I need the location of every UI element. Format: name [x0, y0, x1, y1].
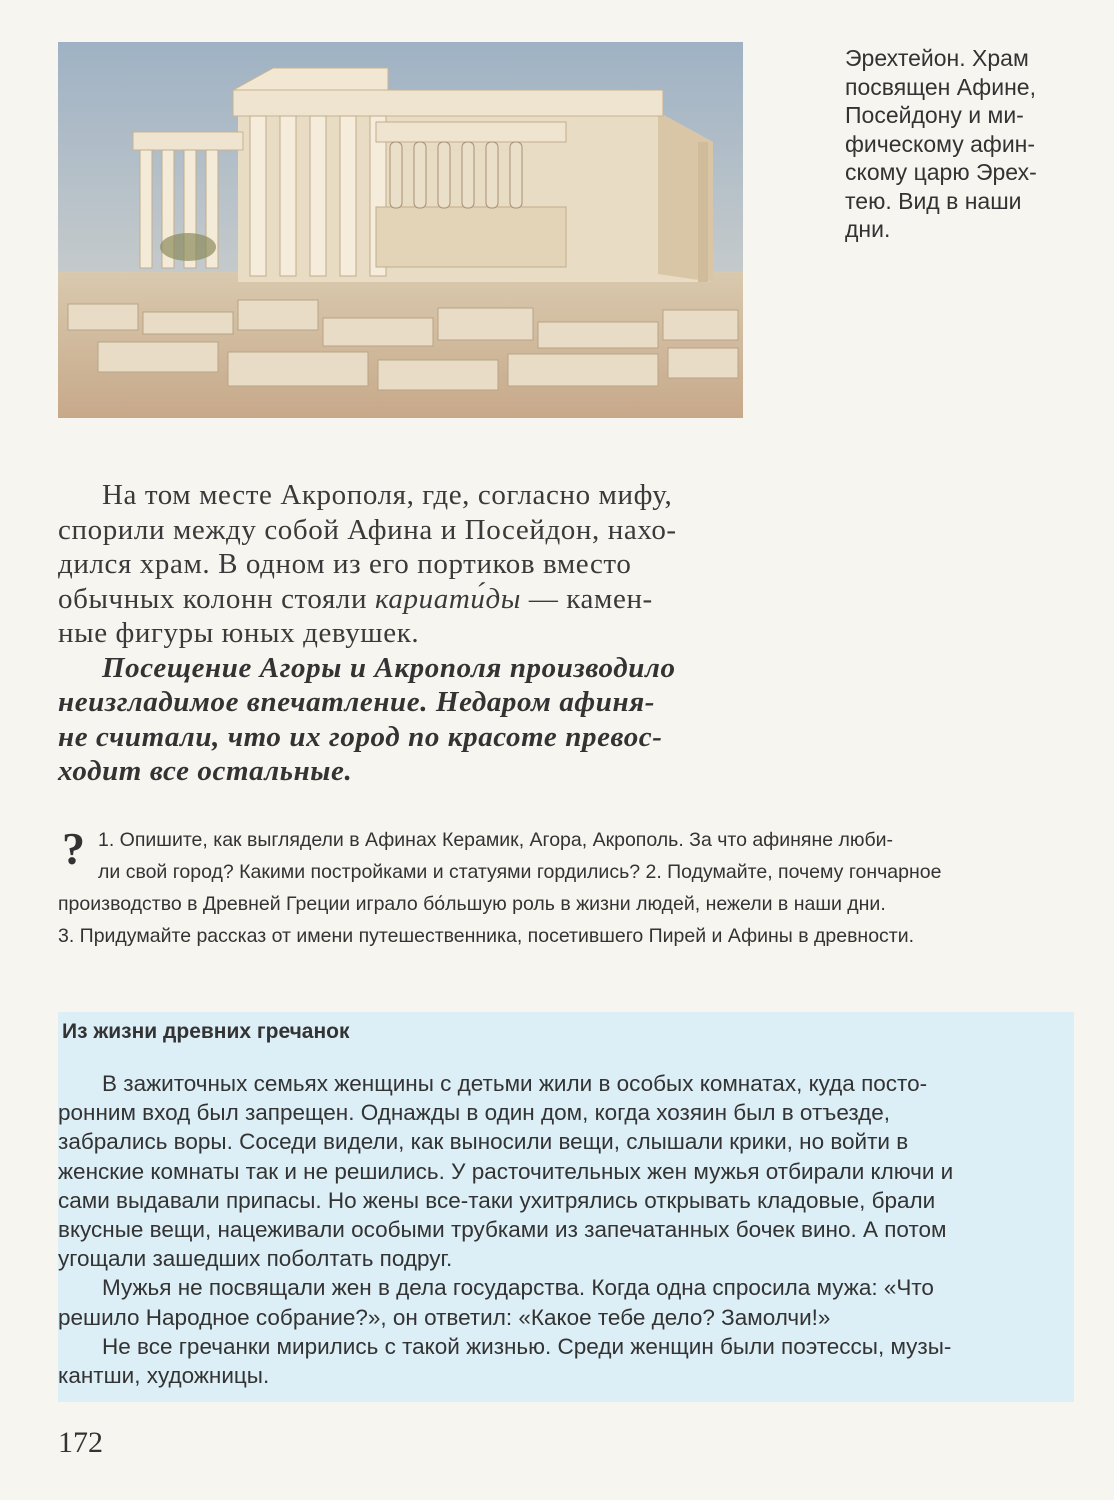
main-line: дился храм. В одном из его портиков вместо — [58, 548, 632, 580]
box-line: Мужья не посвящали жен в дела государства. Когда одна спросила мужа: «Что — [102, 1275, 934, 1301]
emphasis-line: неизгладимое впечатление. Недаром афиня- — [58, 686, 656, 718]
review-questions — [58, 824, 1078, 952]
box-line: кантши, художницы. — [58, 1363, 270, 1389]
erechtheion-illustration — [58, 42, 743, 418]
box-line: Не все гречанки мирились с такой жизнью. Среди женщин были поэтессы, музы- — [102, 1333, 952, 1359]
caryatid-term: кариати́ды — [374, 582, 521, 615]
box-line: женские комнаты так и не решились. У расточительных жен мужья отбирали ключи и — [58, 1158, 954, 1184]
main-line-text: — камен- — [528, 582, 653, 615]
main-line — [58, 582, 808, 617]
caption-line: фическому афин- — [845, 130, 1036, 157]
main-line: На том месте Акрополя, где, согласно мифу, — [102, 479, 673, 511]
emphasis-line: Посещение Агоры и Акрополя производило — [102, 651, 676, 684]
emphasis-line: не считали, что их город по красоте превос- — [58, 720, 663, 753]
info-box-title: Из жизни древних гречанок — [62, 1020, 350, 1043]
box-line: вкусные вещи, нацеживали особыми трубками из запечатанных бочек вино. А потом — [58, 1217, 947, 1243]
photo-caption — [845, 44, 1077, 244]
question-mark-icon: ? — [62, 823, 85, 874]
box-line: решило Народное собрание?», он ответил: «Какое тебе дело? Замолчи!» — [58, 1304, 831, 1330]
main-line: ные фигуры юных девушек. — [58, 617, 420, 649]
caption-line: посвящен Афине, — [845, 73, 1036, 100]
question-line: 3. Придумайте рассказ от имени путешественника, посетившего Пирей и Афины в древности. — [58, 925, 915, 947]
caption-line: Посейдону и ми- — [845, 102, 1024, 128]
box-line: угощали зашедших поболтать подруг. — [58, 1246, 453, 1272]
emphasis-line: ходит все остальные. — [58, 755, 353, 787]
caption-line: тею. Вид в наши — [845, 187, 1022, 214]
box-line: сами выдавали припасы. Но жены все-таки ухитрялись открывать кладовые, брали — [58, 1187, 936, 1213]
question-line: 1. Опишите, как выглядели в Афинах Керамик, Агора, Акрополь. За что афиняне люби- — [98, 829, 894, 851]
question-line: производство в Древней Греции играло бо́льшую роль в жизни людей, нежели в наши дни. — [58, 893, 886, 915]
box-line: забрались воры. Соседи видели, как выносили вещи, слышали крики, но войти в — [58, 1129, 909, 1155]
box-line: В зажиточных семьях женщины с детьми жили в особых комнатах, куда посто- — [102, 1071, 928, 1096]
page-number: 172 — [58, 1426, 103, 1459]
caption-line: дни. — [845, 216, 891, 242]
box-line: ронним вход был запрещен. Однажды в один дом, когда хозяин был в отъезде, — [58, 1100, 891, 1126]
main-line: спорили между собой Афина и Посейдон, нахо- — [58, 513, 677, 546]
question-line: ли свой город? Какими постройками и статуями гордились? 2. Подумайте, почему гончарное — [98, 861, 942, 883]
erechtheion-photo — [58, 42, 743, 418]
caption-line: скому царю Эрех- — [845, 159, 1037, 185]
main-line-text: обычных колонн стояли — [58, 582, 368, 615]
main-paragraph — [58, 478, 808, 789]
info-box-text — [58, 1069, 1076, 1390]
caption-line: Эрехтейон. Храм — [845, 45, 1029, 71]
